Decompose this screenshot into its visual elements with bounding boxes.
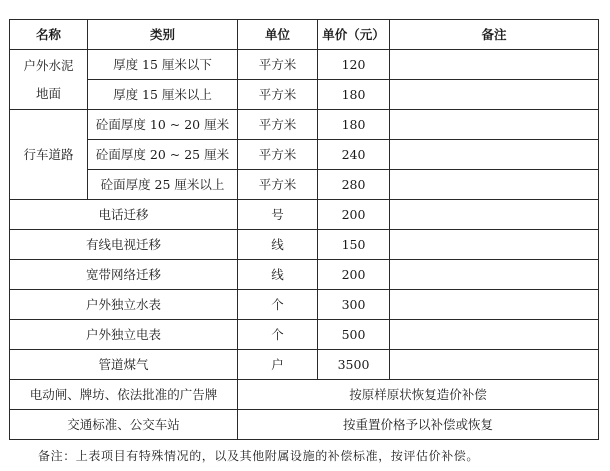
item-name-cell: 户外独立电表 <box>10 320 238 350</box>
remark-cell <box>390 230 599 260</box>
table-row <box>10 290 599 320</box>
item-name-cell: 交通标准、公交车站 <box>10 410 238 440</box>
group-name-cell: 行车道路 <box>10 110 88 200</box>
price-cell: 150 <box>318 230 390 260</box>
item-name-cell: 有线电视迁移 <box>10 230 238 260</box>
price-cell: 200 <box>318 200 390 230</box>
unit-cell: 平方米 <box>238 50 318 80</box>
item-name-cell: 管道煤气 <box>10 350 238 380</box>
unit-cell: 平方米 <box>238 80 318 110</box>
price-cell: 240 <box>318 140 390 170</box>
category-cell: 砼面厚度 10 ~ 20 厘米 <box>88 110 238 140</box>
table-row <box>10 410 599 440</box>
item-name-cell: 户外独立水表 <box>10 290 238 320</box>
unit-cell: 户 <box>238 350 318 380</box>
unit-cell: 平方米 <box>238 140 318 170</box>
table-row <box>10 200 599 230</box>
remark-cell <box>390 110 599 140</box>
header-row <box>10 20 599 50</box>
unit-cell: 个 <box>238 290 318 320</box>
item-name-cell: 电话迁移 <box>10 200 238 230</box>
price-cell: 200 <box>318 260 390 290</box>
item-name-cell: 电动闸、牌坊、依法批准的广告牌 <box>10 380 238 410</box>
remark-cell <box>390 350 599 380</box>
unit-cell: 平方米 <box>238 170 318 200</box>
remark-cell <box>390 80 599 110</box>
remark-cell <box>390 290 599 320</box>
price-cell: 180 <box>318 110 390 140</box>
compensation-table <box>9 19 599 440</box>
remark-cell <box>390 200 599 230</box>
table-row <box>10 170 599 200</box>
header-unit: 单位 <box>238 20 318 50</box>
table-row <box>10 140 599 170</box>
table-row <box>10 320 599 350</box>
price-cell: 300 <box>318 290 390 320</box>
price-cell: 180 <box>318 80 390 110</box>
category-cell: 砼面厚度 20 ~ 25 厘米 <box>88 140 238 170</box>
unit-cell: 线 <box>238 260 318 290</box>
price-cell: 3500 <box>318 350 390 380</box>
category-cell: 厚度 15 厘米以上 <box>88 80 238 110</box>
remark-cell <box>390 170 599 200</box>
unit-cell: 线 <box>238 230 318 260</box>
table-row <box>10 50 599 80</box>
price-cell: 500 <box>318 320 390 350</box>
remark-cell <box>390 320 599 350</box>
table-row <box>10 80 599 110</box>
remark-cell <box>390 260 599 290</box>
group-name-cell <box>10 50 88 110</box>
header-name: 名称 <box>10 20 88 50</box>
compensation-table-document <box>9 19 599 440</box>
footnote: 备注：上表项目有特殊情况的，以及其他附属设施的补偿标准，按评估价补偿。 <box>38 449 480 463</box>
group-name: 户外水泥地面 <box>23 57 74 101</box>
price-cell: 280 <box>318 170 390 200</box>
table-row <box>10 380 599 410</box>
table-row <box>10 230 599 260</box>
unit-cell: 号 <box>238 200 318 230</box>
table-row <box>10 110 599 140</box>
header-price: 单价（元） <box>318 20 390 50</box>
header-category: 类别 <box>88 20 238 50</box>
compensation-note-cell: 按原样原状恢复造价补偿 <box>238 380 599 410</box>
table-row <box>10 260 599 290</box>
table-row <box>10 350 599 380</box>
remark-cell <box>390 140 599 170</box>
price-cell: 120 <box>318 50 390 80</box>
unit-cell: 个 <box>238 320 318 350</box>
category-cell: 砼面厚度 25 厘米以上 <box>88 170 238 200</box>
unit-cell: 平方米 <box>238 110 318 140</box>
item-name-cell: 宽带网络迁移 <box>10 260 238 290</box>
header-remark: 备注 <box>390 20 599 50</box>
remark-cell <box>390 50 599 80</box>
category-cell: 厚度 15 厘米以下 <box>88 50 238 80</box>
compensation-note-cell: 按重置价格予以补偿或恢复 <box>238 410 599 440</box>
